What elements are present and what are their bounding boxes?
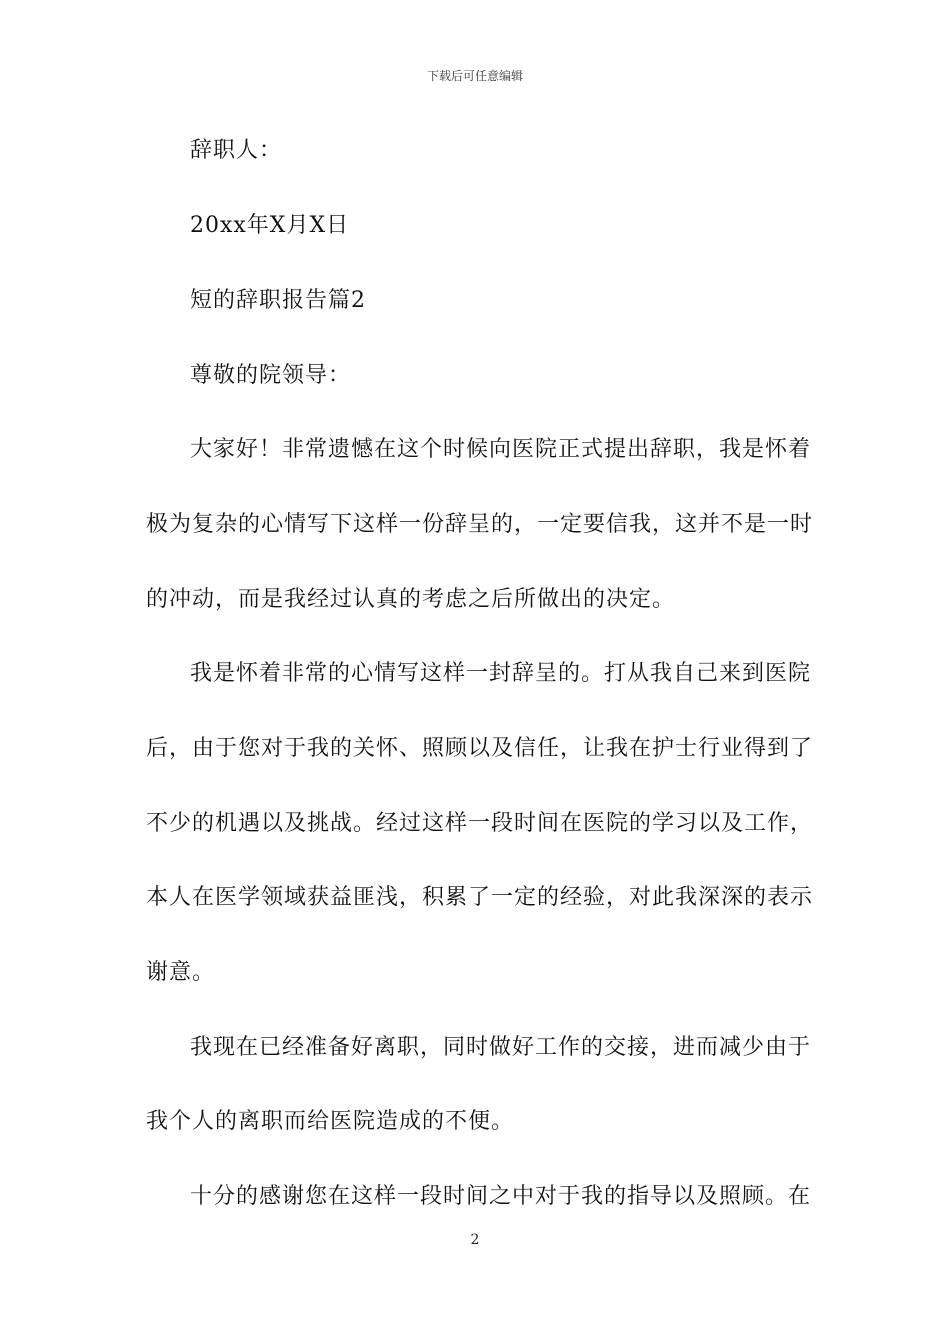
- paragraph-3-line-2: 我个人的离职而给医院造成的不便。: [146, 1109, 515, 1134]
- page-number: 2: [470, 1232, 480, 1248]
- paragraph-2-line-4: 本人在医学领域获益匪浅，积累了一定的经验，对此我深深的表示: [146, 885, 814, 910]
- signature-label: 辞职人：: [190, 138, 283, 163]
- paragraph-1-line-1: 大家好！非常遗憾在这个时候向医院正式提出辞职，我是怀着: [190, 437, 812, 462]
- paragraph-2-line-5: 谢意。: [146, 960, 216, 985]
- signature-date: 20xx年X月X日: [190, 213, 350, 238]
- paragraph-2-line-1: 我是怀着非常的心情写这样一封辞呈的。打从我自己来到医院: [190, 661, 812, 686]
- paragraph-2-line-3: 不少的机遇以及挑战。经过这样一段时间在医院的学习以及工作，: [146, 811, 814, 836]
- paragraph-1-line-3: 的冲动，而是我经过认真的考虑之后所做出的决定。: [146, 587, 676, 612]
- paragraph-3-line-1: 我现在已经准备好离职，同时做好工作的交接，进而减少由于: [190, 1035, 812, 1060]
- section-title: 短的辞职报告篇2: [190, 288, 366, 313]
- paragraph-2-line-2: 后，由于您对于我的关怀、照顾以及信任，让我在护士行业得到了: [146, 736, 814, 761]
- page-header-note: 下载后可任意编辑: [426, 69, 523, 83]
- salutation: 尊敬的院领导：: [190, 363, 352, 388]
- paragraph-4-line-1: 十分的感谢您在这样一段时间之中对于我的指导以及照顾。在: [190, 1184, 812, 1209]
- paragraph-1-line-2: 极为复杂的心情写下这样一份辞呈的，一定要信我，这并不是一时: [146, 512, 814, 537]
